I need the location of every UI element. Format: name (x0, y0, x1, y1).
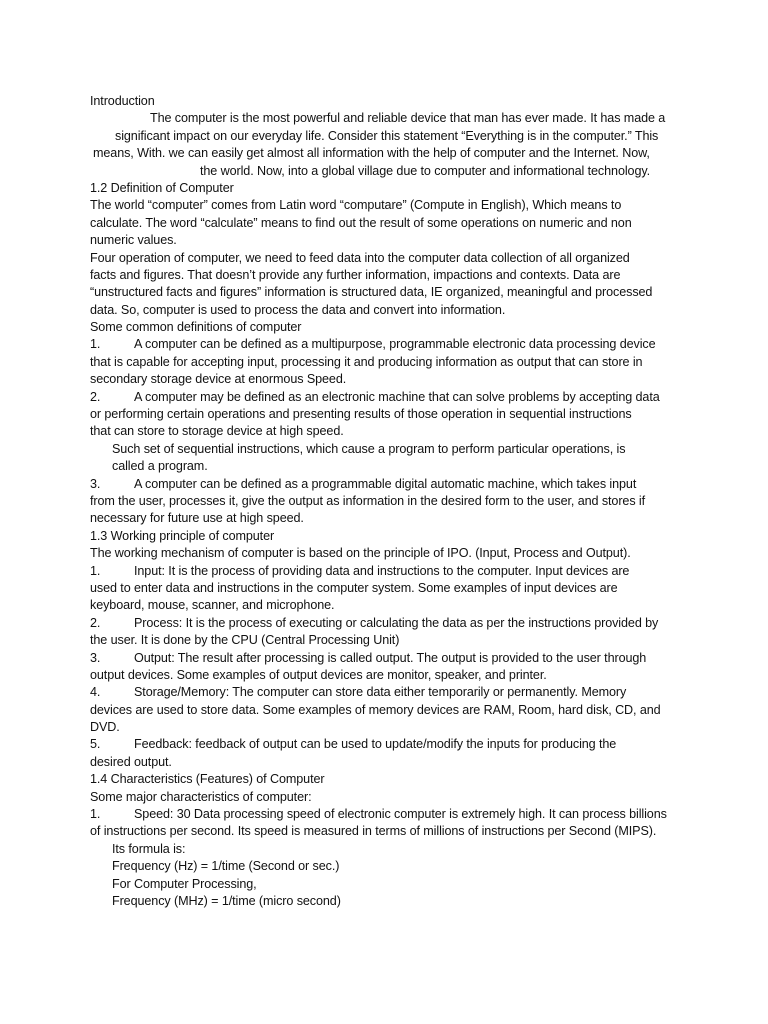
document-body (90, 93, 690, 910)
text-line: data. So, computer is used to process the data and convert into information. (90, 302, 506, 317)
text-line: desired output. (90, 754, 172, 769)
ipo-item-2 (90, 615, 690, 650)
definition-item-3 (90, 476, 690, 528)
list-number: 3. (90, 476, 101, 491)
text-line: necessary for future use at high speed. (90, 511, 304, 526)
definition-item-1 (90, 336, 690, 388)
text-line: Feedback: feedback of output can be used to update/modify the inputs for producing the (134, 737, 617, 752)
text-line: Input: It is the process of providing data and instructions to the computer. Input devices are (134, 563, 630, 578)
text-line: of instructions per second. Its speed is measured in terms of millions of instructions per Second (MIPS). (90, 824, 657, 839)
text-line: DVD. (90, 720, 120, 735)
list-number: 3. (90, 650, 101, 665)
text-line: For Computer Processing, (112, 876, 257, 891)
ipo-item-3 (90, 650, 690, 685)
text-line: A computer may be defined as an electronic machine that can solve problems by accepting data (134, 389, 660, 404)
definition-paragraph-2 (90, 250, 690, 320)
text-line: secondary storage device at enormous Speed. (90, 372, 347, 387)
text-line: the user. It is done by the CPU (Central Processing Unit) (90, 633, 400, 648)
text-line: A computer can be defined as a programmable digital automatic machine, which takes input (134, 476, 637, 491)
section-heading-definition: 1.2 Definition of Computer (90, 180, 234, 195)
text-line: from the user, processes it, give the output as information in the desired form to the user, and stores if (90, 493, 646, 508)
definition-item-2 (90, 389, 690, 441)
text-line: Such set of sequential instructions, which cause a program to perform particular operations, is (112, 441, 626, 456)
text-line: Its formula is: (112, 841, 186, 856)
definitions-subheading: Some common definitions of computer (90, 320, 302, 335)
text-line: output devices. Some examples of output devices are monitor, speaker, and printer. (90, 667, 547, 682)
list-number: 1. (90, 807, 101, 822)
text-line: numeric values. (90, 233, 177, 248)
text-line: Speed: 30 Data processing speed of electronic computer is extremely high. It can process billions (134, 807, 667, 822)
text-line: Process: It is the process of executing or calculating the data as per the instructions provided by (134, 615, 659, 630)
ipo-item-5 (90, 736, 690, 771)
text-line: Output: The result after processing is called output. The output is provided to the user through (134, 650, 647, 665)
text-line: A computer can be defined as a multipurpose, programmable electronic data processing device (134, 337, 656, 352)
definition-note (90, 441, 690, 476)
text-line: Some major characteristics of computer: (90, 789, 312, 804)
list-number: 2. (90, 615, 101, 630)
text-line: keyboard, mouse, scanner, and microphone. (90, 598, 335, 613)
text-line: or performing certain operations and presenting results of those operation in sequential instructions (90, 407, 632, 422)
text-line: “unstructured facts and figures” information is structured data, IE organized, meaningful and processed (90, 285, 653, 300)
list-number: 4. (90, 685, 101, 700)
text-line: facts and figures. That doesn’t provide any further information, impactions and contexts. Data are (90, 267, 621, 282)
text-line: used to enter data and instructions in the computer system. Some examples of input devices are (90, 580, 618, 595)
text-line: called a program. (112, 459, 208, 474)
text-line: the world. Now, into a global village due to computer and informational technology. (200, 163, 651, 178)
text-line: that can store to storage device at high speed. (90, 424, 344, 439)
intro-paragraph (90, 110, 690, 180)
text-line: Frequency (Hz) = 1/time (Second or sec.) (112, 859, 340, 874)
ipo-item-4 (90, 684, 690, 736)
text-line: The world “computer” comes from Latin word “computare” (Compute in English), Which means to (90, 198, 622, 213)
text-line: significant impact on our everyday life. Consider this statement “Everything is in the computer.” This (115, 128, 659, 143)
text-line: means, With. we can easily get almost all information with the help of computer and the Internet. Now, (93, 146, 650, 161)
text-line: that is capable for accepting input, processing it and producing information as output that can store in (90, 354, 643, 369)
text-line: Four operation of computer, we need to feed data into the computer data collection of all organized (90, 250, 630, 265)
text-line: Frequency (MHz) = 1/time (micro second) (112, 893, 341, 908)
section-heading-introduction: Introduction (90, 94, 155, 108)
text-line: Storage/Memory: The computer can store data either temporarily or permanently. Memory (134, 685, 627, 700)
characteristic-item-1 (90, 806, 690, 841)
list-number: 5. (90, 737, 101, 752)
list-number: 1. (90, 337, 101, 352)
list-number: 1. (90, 563, 101, 578)
text-line: calculate. The word “calculate” means to find out the result of some operations on numeric and non (90, 215, 632, 230)
section-heading-characteristics: 1.4 Characteristics (Features) of Computer (90, 772, 325, 787)
text-line: The computer is the most powerful and reliable device that man has ever made. It has made a (150, 111, 666, 126)
section-heading-working-principle: 1.3 Working principle of computer (90, 528, 275, 543)
ipo-item-1 (90, 563, 690, 615)
text-line: devices are used to store data. Some examples of memory devices are RAM, Room, hard disk, CD, and (90, 702, 661, 717)
formula-block (90, 841, 690, 911)
text-line: The working mechanism of computer is based on the principle of IPO. (Input, Process and Output). (90, 546, 631, 561)
list-number: 2. (90, 389, 101, 404)
definition-paragraph-1 (90, 197, 690, 249)
